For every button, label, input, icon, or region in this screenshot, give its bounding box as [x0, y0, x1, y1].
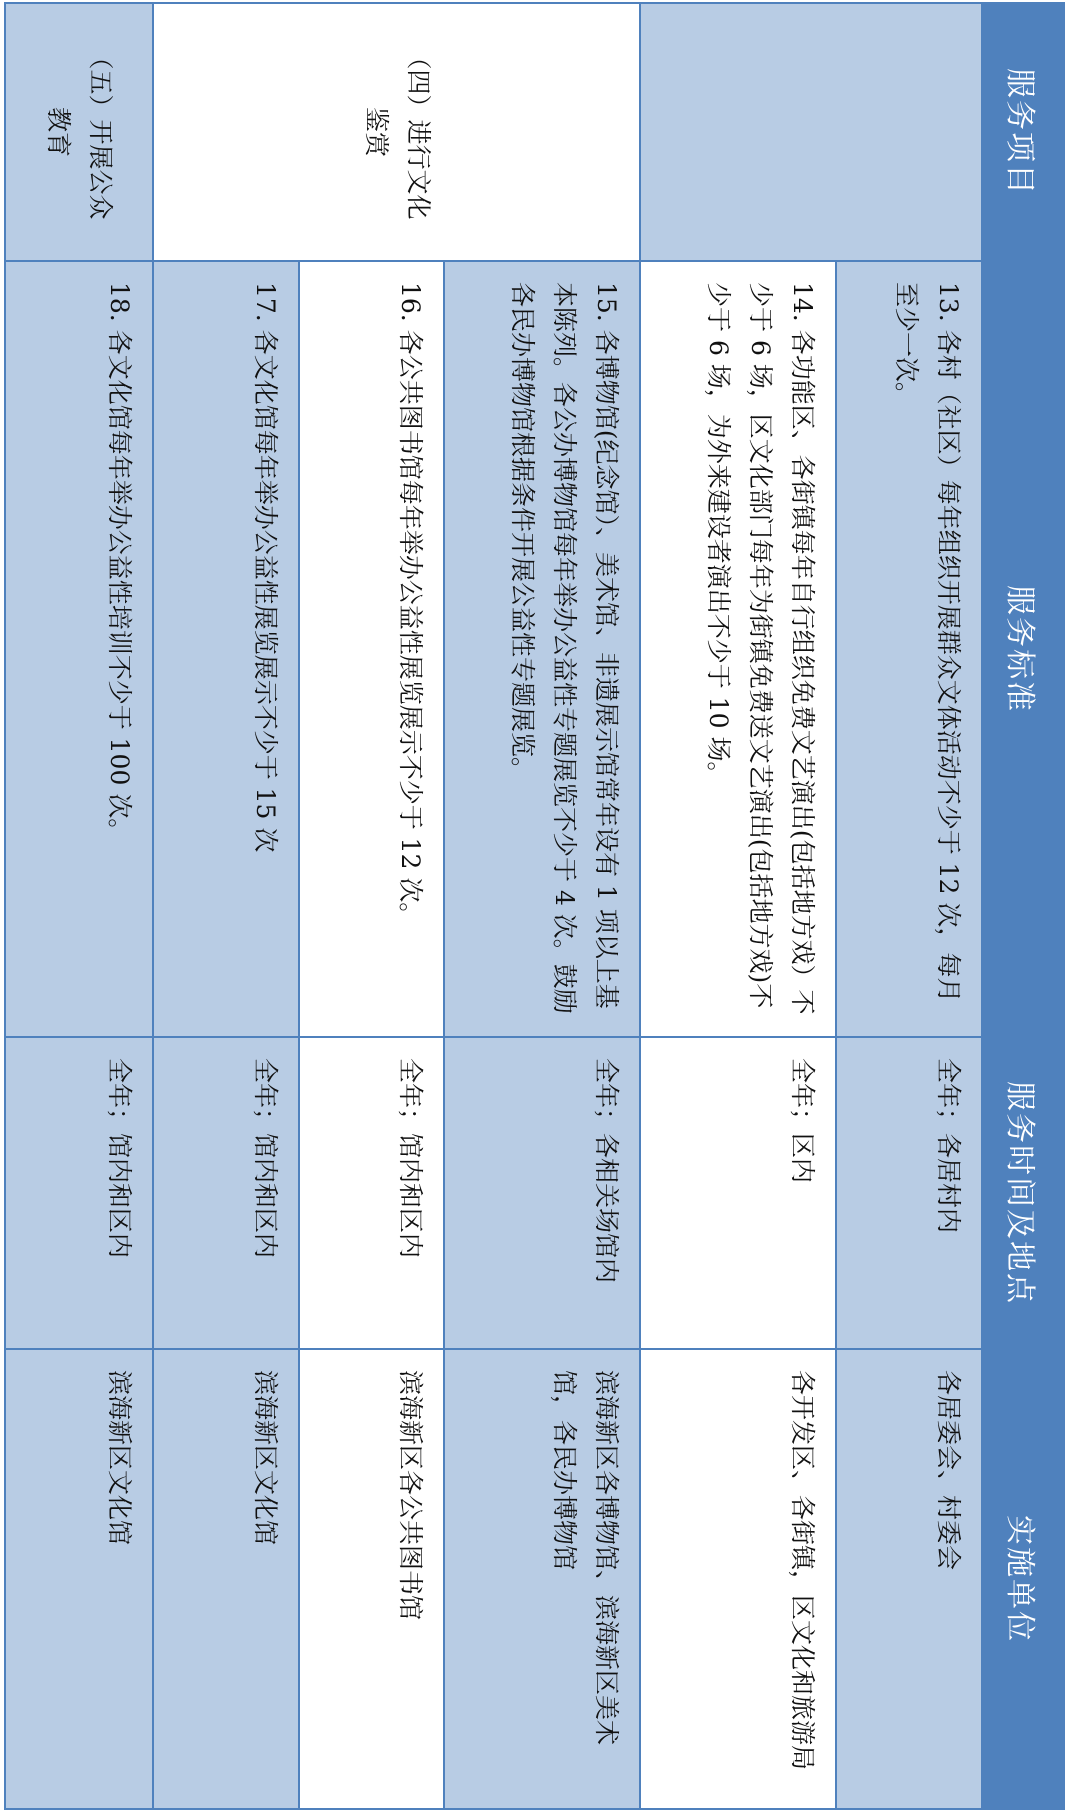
standard-cell: 14. 各功能区、各街镇每年自行组织免费文艺演出(包括地方戏）不少于 6 场，区文化部门每年为街镇免费送文艺演出(包括地方戏)不少于 6 场，为外来建设者演出不少于 10 场。 [640, 261, 836, 1037]
time-place-cell: 全年；馆内和区内 [5, 1037, 153, 1349]
table-row [5, 3, 153, 1809]
category-cell-empty [640, 3, 982, 261]
category-cell: （五）开展公众教育 [5, 3, 153, 261]
table-header-row [982, 3, 1064, 1809]
standard-cell: 15. 各博物馆(纪念馆）、美术馆、非遗展示馆常年设有 1 项以上基本陈列。各公办博物馆每年举办公益性专题展览不少于 4 次。鼓励各民办博物馆根据条件开展公益性专题展览。 [444, 261, 640, 1037]
standard-cell: 13. 各村（社区）每年组织开展群众文体活动不少于 12 次，每月至少一次。 [836, 261, 982, 1037]
unit-cell: 滨海新区各公共图书馆 [299, 1349, 444, 1809]
unit-cell: 滨海新区各博物馆、滨海新区美术馆，各民办博物馆 [444, 1349, 640, 1809]
unit-cell: 各开发区、各街镇，区文化和旅游局 [640, 1349, 836, 1809]
time-place-cell: 全年；区内 [640, 1037, 836, 1349]
table-row [444, 3, 640, 1809]
table-row [153, 3, 299, 1809]
table-row [299, 3, 444, 1809]
standard-cell: 17. 各文化馆每年举办公益性展览展示不少于 15 次 [153, 261, 299, 1037]
time-place-cell: 全年；各相关场馆内 [444, 1037, 640, 1349]
header-time-place: 服务时间及地点 [982, 1037, 1064, 1349]
category-cell: （四）进行文化鉴赏 [153, 3, 640, 261]
table-row [836, 3, 982, 1809]
service-table [4, 2, 1065, 1810]
unit-cell: 滨海新区文化馆 [153, 1349, 299, 1809]
time-place-cell: 全年；各居村内 [836, 1037, 982, 1349]
standard-cell: 18. 各文化馆每年举办公益性培训不少于 100 次。 [5, 261, 153, 1037]
unit-cell: 滨海新区文化馆 [5, 1349, 153, 1809]
standard-cell: 16. 各公共图书馆每年举办公益性展览展示不少于 12 次。 [299, 261, 444, 1037]
header-standard: 服务标准 [982, 261, 1064, 1037]
time-place-cell: 全年；馆内和区内 [299, 1037, 444, 1349]
header-item: 服务项目 [982, 3, 1064, 261]
header-unit: 实施单位 [982, 1349, 1064, 1809]
time-place-cell: 全年；馆内和区内 [153, 1037, 299, 1349]
unit-cell: 各居委会、村委会 [836, 1349, 982, 1809]
table-row [640, 3, 836, 1809]
